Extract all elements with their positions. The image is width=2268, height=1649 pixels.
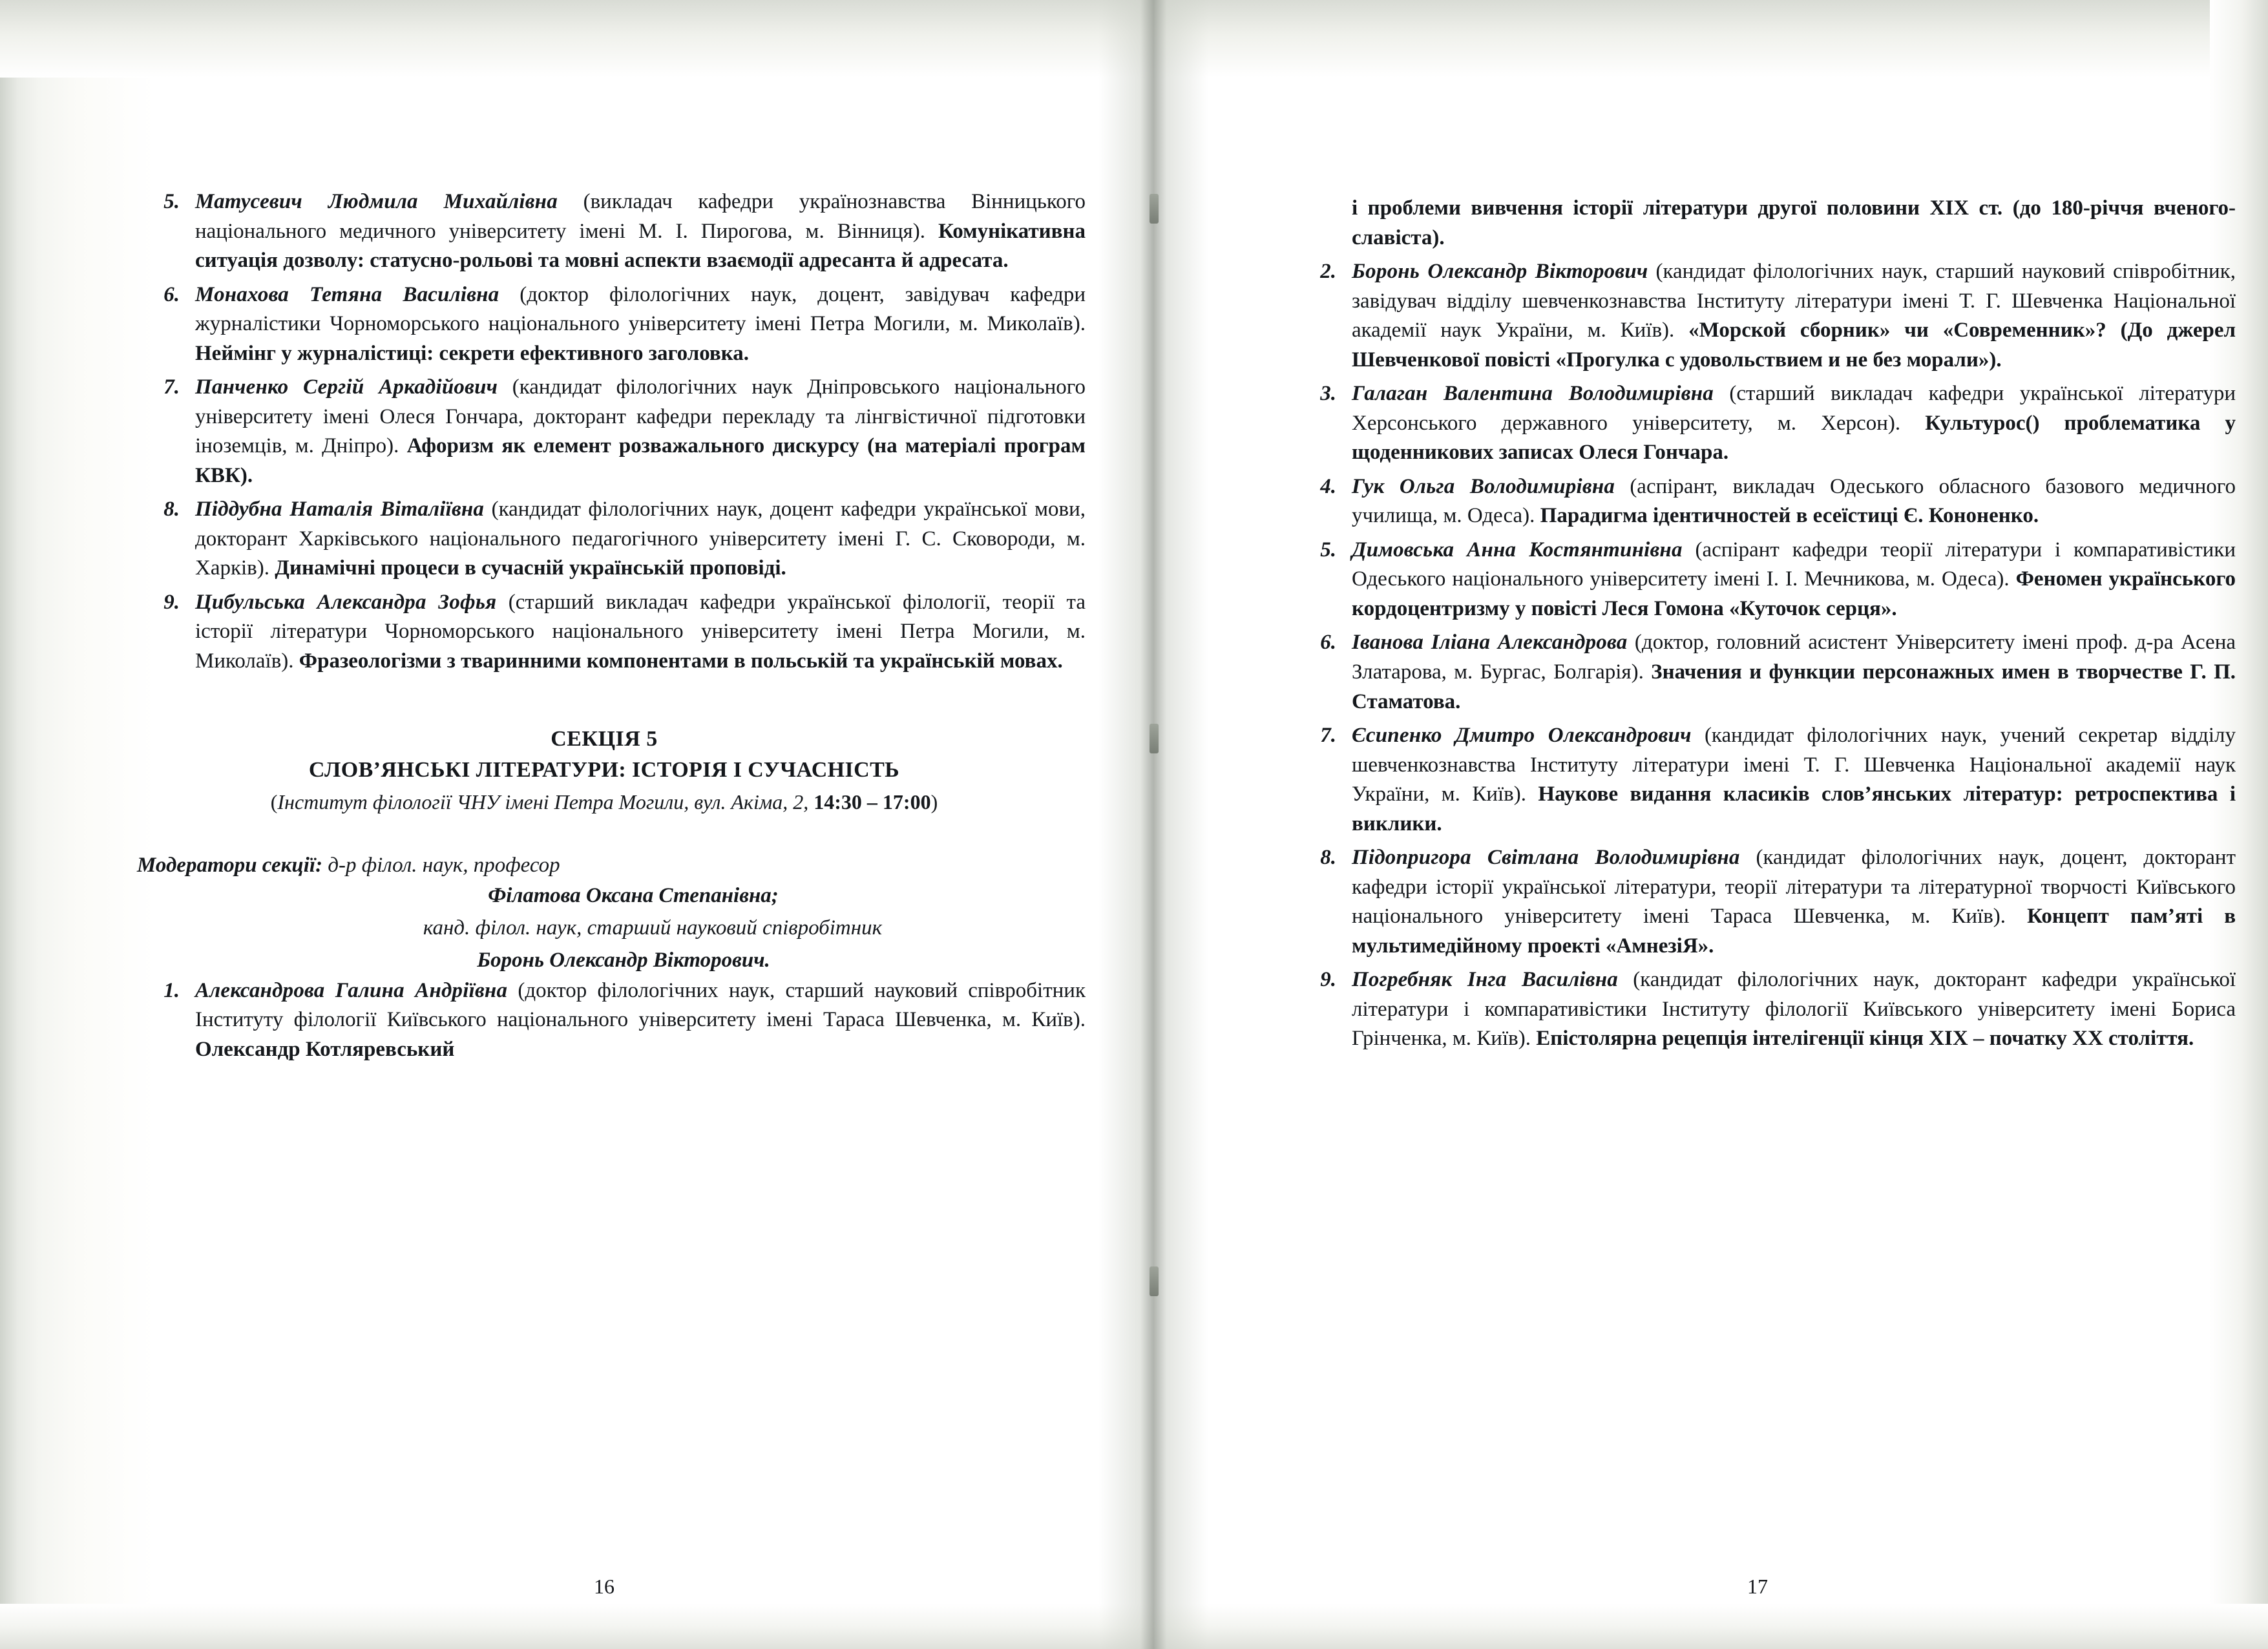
right-page (1279, 0, 2236, 1649)
venue-paren-open: ( (270, 790, 278, 814)
speaker-name: Гук Ольга Володимирівна (1352, 474, 1615, 498)
list-item-number: 7. (163, 375, 180, 399)
speaker-name: Монахова Тетяна Василівна (195, 282, 499, 306)
list-item-number: 7. (1320, 724, 1336, 748)
list-item (1279, 843, 2236, 961)
talk-title: Парадигма ідентичностей в есеїстиці Є. Кононенко. (1540, 504, 2039, 528)
staple-icon (1150, 1266, 1159, 1296)
left-page-talks-bottom (123, 976, 1086, 1065)
page-number-left: 16 (594, 1575, 614, 1598)
talk-title: Комунікативна ситуація дозволу: статусно-рольові та мовні аспекти взаємодії адресанта й адресата. (195, 219, 1086, 273)
speaker-affiliation: (доктор філологічних наук, старший науковий співробітник Інституту філології Київського національного університету імені Тараса Шевченка, м. Київ). (195, 978, 1086, 1032)
moderators-label: Модератори секції: (137, 853, 323, 877)
speaker-name: Іванова Іліана Александрова (1352, 631, 1628, 655)
speaker-affiliation: (доктор, головний асистент Університету імені проф. д-ра Асена Златарова, м. Бургас, Болгарія). (1352, 631, 2236, 684)
list-item-number: 9. (163, 590, 180, 614)
left-page-talks-top (123, 187, 1086, 677)
moderator-role-2: канд. філол. наук, старший науковий співробітник (423, 916, 883, 940)
left-page (123, 0, 1086, 1649)
talk-title: Феномен українського кордоцентризму у повісті Леся Гомона «Куточок серця». (1352, 567, 2236, 620)
talk-title: Динамічні процеси в сучасній українській проповіді. (275, 556, 786, 580)
speaker-affiliation: (аспірант, викладач Одеського обласного базового медичного училища, м. Одеса). (1352, 474, 2236, 528)
speaker-name: Погребняк Інга Василівна (1352, 968, 1618, 992)
list-item (1279, 965, 2236, 1054)
talk-title: Значения и функции персонажных имен в творчестве Г. П. Стаматова. (1352, 660, 2236, 713)
book-gutter (1098, 0, 1208, 1649)
continuation-paragraph: і проблеми вивчення історії літератури другої половини ХІХ ст. (до 180-річчя вченого-славіста). (1352, 196, 2236, 249)
venue-paren-close: ) (930, 790, 938, 814)
section-title: СЛОВ’ЯНСЬКІ ЛІТЕРАТУРИ: ІСТОРІЯ І СУЧАСНІСТЬ (308, 757, 900, 782)
talk-title: Культурос() проблематика у щоденникових записах Олеся Гончара. (1352, 411, 2236, 465)
talk-title: Олександр Котляревський (195, 1037, 455, 1061)
list-item (1279, 472, 2236, 531)
speaker-affiliation: (кандидат філологічних наук, старший науковий співробітник, завідувач відділу шевченкознавства Інституту літератури імені Т. Г. Шевченка Національної академії наук України, м. Київ). (1352, 260, 2236, 342)
speaker-name: Єсипенко Дмитро Олександрович (1352, 724, 1692, 748)
speaker-affiliation: (старший викладач кафедри української філології, теорії та історії літератури Чорноморського національного університету імені Петра Могили, м. Миколаїв). (195, 590, 1086, 673)
speaker-affiliation: (кандидат філологічних наук, доцент, докторант кафедри історії української літератури, теорії літератури та літературної творчості Київського національного університету імені Тараса Шевченка, м. Київ). (1352, 846, 2236, 929)
list-item (123, 280, 1086, 369)
list-item-number: 8. (1320, 846, 1336, 870)
list-item (1279, 628, 2236, 717)
speaker-name: Підопригора Світлана Володимирівна (1352, 846, 1740, 870)
speaker-affiliation: (кандидат філологічних наук, доцент кафедри української мови, докторант Харківського національного педагогічного університету імені Г. С. Сковороди, м. Харків). (195, 498, 1086, 580)
speaker-name: Димовська Анна Костянтинівна (1352, 538, 1683, 562)
speaker-name: Галаган Валентина Володимирівна (1352, 382, 1714, 406)
speaker-affiliation: (кандидат філологічних наук, докторант кафедри української літератури і компаративістики Інституту філології Київського університету імені Бориса Грінченка, м. Київ). (1352, 968, 2236, 1051)
right-page-talks (1279, 257, 2236, 1054)
list-item-number: 9. (1320, 968, 1336, 992)
talk-title: Афоризм як елемент розважального дискурсу (на матеріалі програм КВК). (195, 434, 1086, 487)
talk-title: Наукове видання класиків слов’янських літератур: ретроспектива і виклики. (1352, 782, 2236, 835)
section-venue (123, 790, 1086, 814)
list-item (123, 373, 1086, 490)
moderator-role-1: д-р філол. наук, професор (322, 853, 560, 877)
list-item-number: 6. (163, 282, 180, 306)
speaker-affiliation: (кандидат філологічних наук, учений секретар відділу шевченкознавства Інституту літератури імені Т. Г. Шевченка Національної академії наук України, м. Київ). (1352, 724, 2236, 806)
list-item-number: 4. (1320, 474, 1336, 498)
moderators-row (123, 850, 1086, 881)
list-item (1279, 257, 2236, 375)
talk-title: Неймінг у журналістиці: секрети ефективного заголовка. (195, 341, 750, 365)
speaker-name: Піддубна Наталія Віталіївна (195, 498, 485, 521)
moderator-name-2: Боронь Олександр Вікторович. (477, 949, 770, 972)
list-item (1279, 721, 2236, 839)
talk-title: «Морской сборник» чи «Современник»? (До джерел Шевченкової повісті «Прогулка с удовольствием и не без морали»). (1352, 319, 2236, 372)
speaker-affiliation: (аспірант кафедри теорії літератури і компаративістики Одеського національного університету імені І. І. Мечникова, м. Одеса). (1352, 538, 2236, 591)
list-item (123, 588, 1086, 677)
talk-title: Концепт пам’яті в мультимедійному проекті «АмнезіЯ». (1352, 905, 2236, 958)
venue-time: 14:30 – 17:00 (808, 790, 931, 814)
list-item-number: 3. (1320, 382, 1336, 406)
staple-icon (1150, 194, 1159, 224)
speaker-affiliation: (доктор філологічних наук, доцент, завідувач кафедри журналістики Чорноморського національного університету імені Петра Могили, м. Миколаїв). (195, 282, 1086, 336)
list-item (123, 187, 1086, 276)
speaker-name: Панченко Сергій Аркадійович (195, 375, 498, 399)
staple-icon (1150, 724, 1159, 753)
list-item-number: 5. (163, 190, 180, 213)
speaker-name: Александрова Галина Андріївна (195, 978, 508, 1002)
moderators-block (123, 850, 1086, 976)
section-heading-block (123, 727, 1086, 814)
talk-title: Епістолярна рецепція інтелігенції кінця ХІХ – початку ХХ століття. (1536, 1027, 2194, 1051)
speaker-name: Цибульська Александра Зофья (195, 590, 497, 614)
list-item-number: 2. (1320, 260, 1336, 284)
list-item (123, 495, 1086, 583)
venue-location: Інститут філології ЧНУ імені Петра Могили, вул. Акіма, 2, (277, 790, 809, 814)
speaker-affiliation: (кандидат філологічних наук Дніпровського національного університету імені Олеся Гончара, докторант кафедри перекладу та лінгвістичної підготовки іноземців, м. Дніпро). (195, 375, 1086, 458)
list-item (1279, 536, 2236, 624)
list-item-number: 5. (1320, 538, 1336, 562)
list-item (123, 976, 1086, 1065)
page-number-right: 17 (1747, 1575, 1768, 1598)
speaker-affiliation: (викладач кафедри українознавства Вінницького національного медичного університету імені М. І. Пирогова, м. Вінниця). (195, 190, 1086, 243)
list-item-number: 6. (1320, 631, 1336, 655)
section-label: СЕКЦІЯ 5 (551, 726, 658, 751)
speaker-name: Боронь Олександр Вікторович (1352, 260, 1648, 284)
speaker-name: Матусевич Людмила Михайлівна (195, 190, 558, 213)
list-item-number: 1. (163, 978, 180, 1002)
talk-title: Фразеологізми з тваринними компонентами в польській та українській мовах. (299, 649, 1063, 673)
speaker-affiliation: (старший викладач кафедри української літератури Херсонського державного університету, м. Херсон). (1352, 382, 2236, 435)
list-item (1279, 379, 2236, 468)
moderator-name-1: Філатова Оксана Степанівна; (488, 884, 779, 908)
list-item-number: 8. (163, 498, 180, 521)
